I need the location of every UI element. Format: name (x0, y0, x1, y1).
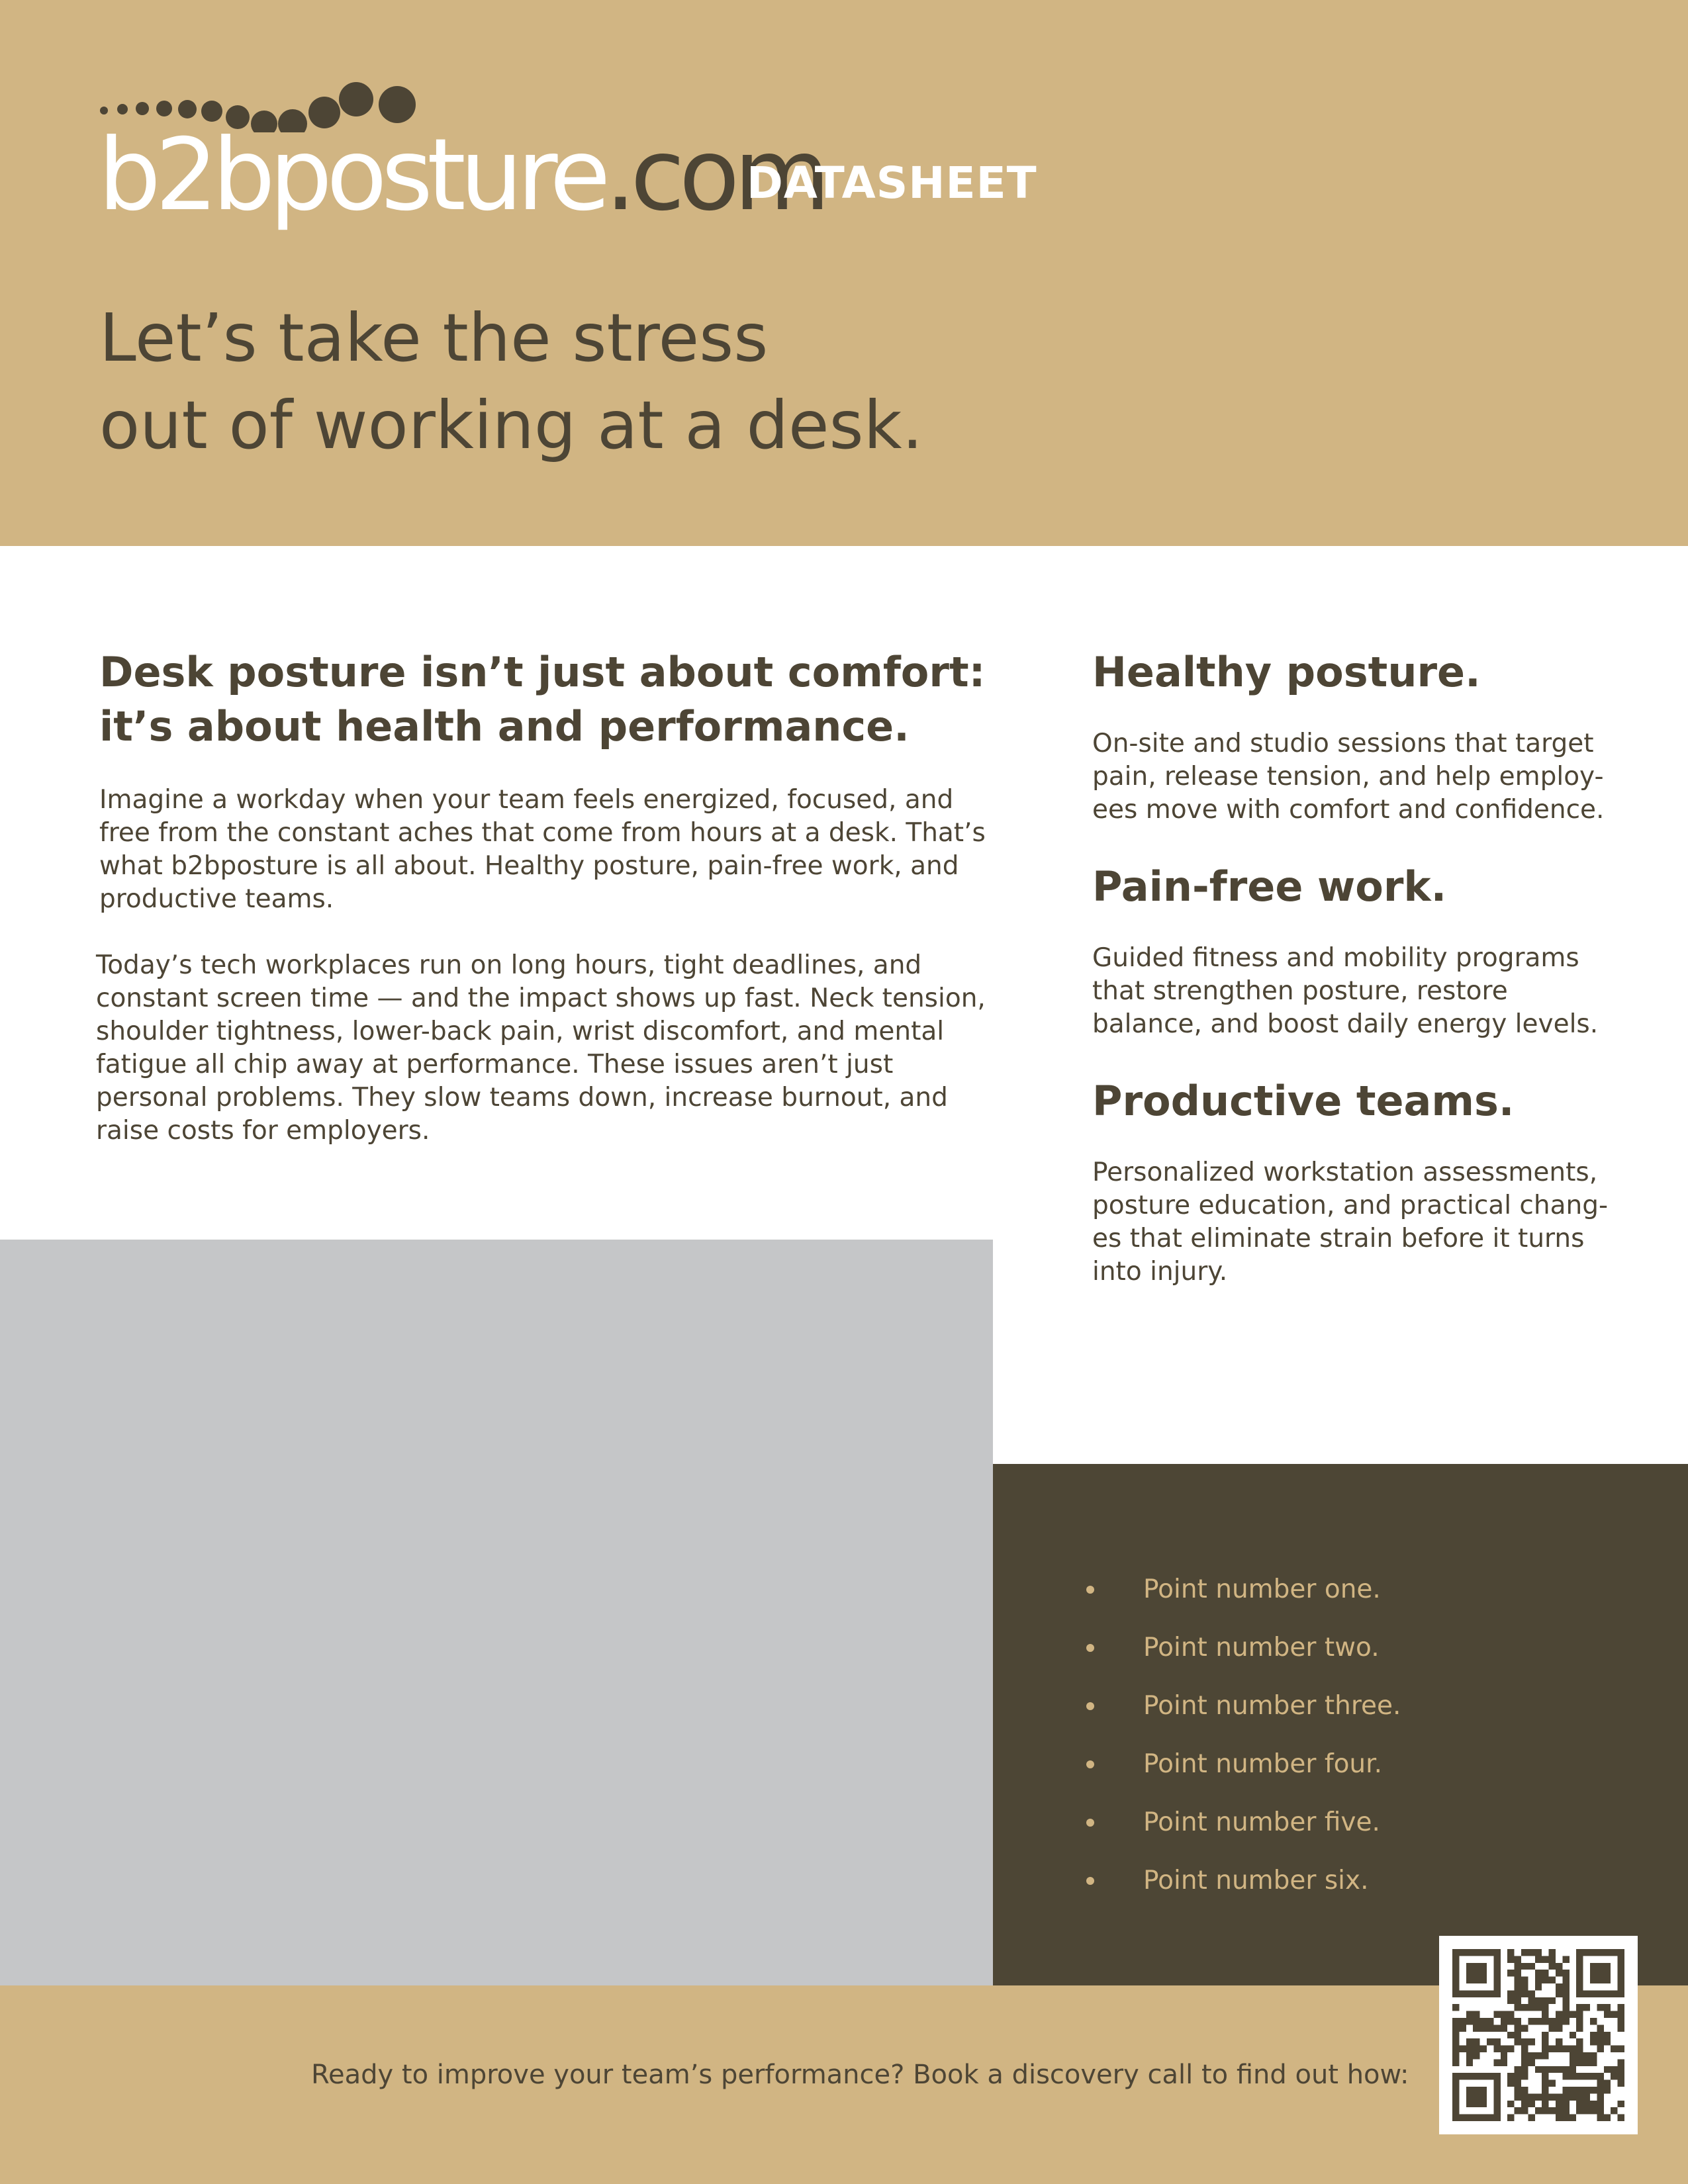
intro-section (96, 645, 1000, 1148)
qr-code[interactable] (1439, 1936, 1638, 2134)
benefit-title: Productive teams. (1092, 1077, 1515, 1125)
logo-wordmark: b2bposture (98, 118, 605, 233)
benefit-text: Personalized workstation assessments, posture education, and practical chang-es that eliminate strain before it turns into injury. (1092, 1158, 1609, 1287)
benefit-productive-teams (1092, 1074, 1609, 1289)
intro-paragraph-1: Imagine a workday when your team feels energized, focused, and free from the constant aches that come from hours at a desk. That’s what b2bposture is all about. Healthy posture, pain-free work, and productive teams. (99, 785, 986, 914)
intro-heading-line-2: it’s about health and performance. (99, 702, 910, 751)
benefit-pain-free-work (1092, 860, 1609, 1041)
benefit-text: On-site and studio sessions that target pain, release tension, and help employ-ees move with comfort and confidence. (1092, 729, 1605, 825)
list-item: Point number two. (1079, 1619, 1401, 1677)
logo-dots-graphic (0, 0, 463, 132)
intro-heading (99, 645, 1000, 754)
benefit-healthy-posture (1092, 645, 1609, 827)
list-item: Point number six. (1079, 1852, 1401, 1910)
hero-headline (99, 295, 923, 469)
qr-code-graphic (1452, 1949, 1624, 2121)
call-to-action-text: Ready to improve your team’s performance? Book a discovery call to find out how: (311, 2060, 1409, 2090)
brand-logo (98, 118, 825, 233)
benefits-section (1092, 645, 1609, 1322)
points-list (1079, 1561, 1401, 1910)
benefit-title: Pain-free work. (1092, 862, 1447, 911)
list-item: Point number three. (1079, 1677, 1401, 1735)
list-item: Point number five. (1079, 1794, 1401, 1852)
benefit-text: Guided fitness and mobility programs that strengthen posture, restore balance, and boost daily energy levels. (1092, 943, 1599, 1039)
benefit-title: Healthy posture. (1092, 648, 1481, 696)
datasheet-label: DATASHEET (747, 158, 1037, 208)
logo-domain: .com (604, 118, 825, 233)
intro-paragraph-2: Today’s tech workplaces run on long hours, tight deadlines, and constant screen time — and the impact shows up fast. Neck tension, shoulder tightness, lower-back pain, wrist discomfort, and mental fatigue all chip away at performance. These issues aren’t just personal problems. They slow teams down, increase burnout, and raise costs for employers. (96, 950, 986, 1146)
intro-heading-line-1: Desk posture isn’t just about comfort: (99, 648, 986, 696)
list-item: Point number one. (1079, 1561, 1401, 1619)
header-band (0, 0, 1688, 546)
image-placeholder (0, 1240, 993, 1985)
hero-line-1: Let’s take the stress (99, 299, 769, 377)
list-item: Point number four. (1079, 1735, 1401, 1794)
hero-line-2: out of working at a desk. (99, 387, 923, 464)
